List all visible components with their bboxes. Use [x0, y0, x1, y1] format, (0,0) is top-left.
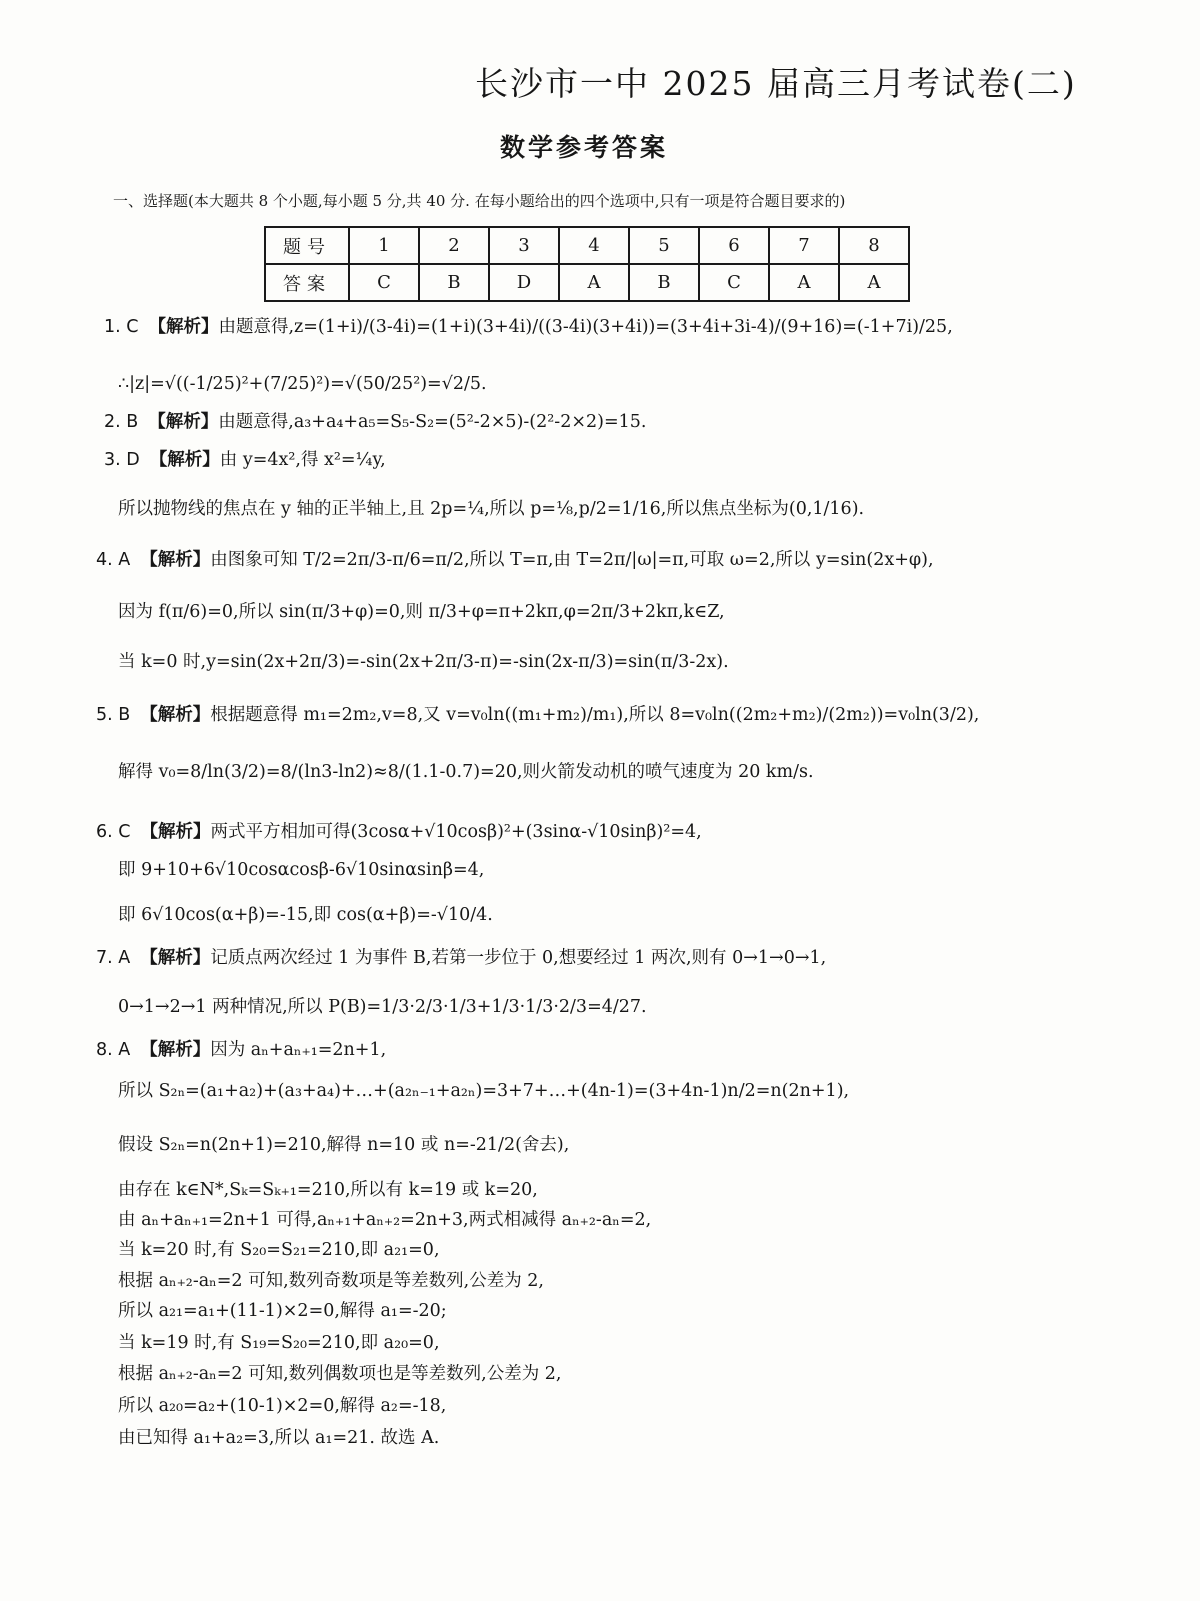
solution-3-line-1 — [104, 448, 386, 472]
answer-table — [264, 226, 910, 302]
solution-6-line-1 — [96, 820, 702, 844]
solution-8-line-6: 当 k=20 时,有 S₂₀=S₂₁=210,即 a₂₁=0, — [118, 1240, 440, 1260]
answer-row — [265, 264, 909, 301]
solution-text: 根据题意得 m₁=2m₂,v=8,又 v=v₀ln((m₁+m₂)/m₁),所以 8=v₀ln((2m₂+m₂)/(2m₂))=v₀ln(3/2), — [210, 705, 980, 725]
analysis-tag: 【解析】 — [140, 550, 211, 570]
analysis-tag: 【解析】 — [140, 705, 211, 725]
solution-6-line-2: 即 9+10+6√10cosαcosβ-6√10sinαsinβ=4, — [118, 860, 485, 880]
analysis-tag: 【解析】 — [149, 450, 220, 470]
analysis-tag: 【解析】 — [140, 1040, 211, 1060]
solution-5-line-2: 解得 v₀=8/ln(3/2)=8/(ln3-ln2)≈8/(1.1-0.7)=20,则火箭发动机的喷气速度为 20 km/s. — [118, 762, 814, 782]
solution-text: 由 y=4x²,得 x²=¼y, — [219, 450, 386, 470]
solution-2-line-1 — [104, 410, 646, 434]
solution-8-line-7: 根据 aₙ₊₂-aₙ=2 可知,数列奇数项是等差数列,公差为 2, — [118, 1271, 544, 1291]
answer-cell: A — [839, 264, 909, 301]
answer-cell: B — [419, 264, 489, 301]
solution-text: 由题意得,a₃+a₄+a₅=S₅-S₂=(5²-2×5)-(2²-2×2)=15. — [218, 412, 647, 432]
solution-1-line-2: ∴|z|=√((-1/25)²+(7/25)²)=√(50/25²)=√2/5. — [118, 374, 487, 394]
solution-3-line-2: 所以抛物线的焦点在 y 轴的正半轴上,且 2p=¼,所以 p=⅛,p/2=1/16,所以焦点坐标为(0,1/16). — [118, 499, 865, 519]
solution-5-line-1 — [96, 703, 979, 727]
question-number: 7 — [769, 227, 839, 264]
analysis-tag: 【解析】 — [140, 948, 211, 968]
answer-cell: C — [349, 264, 419, 301]
solution-number: 1. C — [104, 317, 139, 337]
solution-8-line-12: 由已知得 a₁+a₂=3,所以 a₁=21. 故选 A. — [118, 1428, 440, 1448]
solution-8-line-2: 所以 S₂ₙ=(a₁+a₂)+(a₃+a₄)+…+(a₂ₙ₋₁+a₂ₙ)=3+7+…+(4n-1)=(3+4n-1)n/2=n(2n+1), — [118, 1081, 850, 1101]
solution-1-line-1 — [104, 315, 953, 339]
question-number: 1 — [349, 227, 419, 264]
solution-8-line-8: 所以 a₂₁=a₁+(11-1)×2=0,解得 a₁=-20; — [118, 1301, 447, 1321]
solution-number: 2. B — [104, 412, 139, 432]
solution-text: 由题意得,z=(1+i)/(3-4i)=(1+i)(3+4i)/((3-4i)(3+4i))=(3+4i+3i-4)/(9+16)=(-1+7i)/25, — [218, 317, 953, 337]
answer-cell: D — [489, 264, 559, 301]
row-label-question: 题号 — [265, 227, 349, 264]
exam-title: 长沙市一中 2025 届高三月考试卷(二) — [475, 64, 1077, 103]
solution-8-line-3: 假设 S₂ₙ=n(2n+1)=210,解得 n=10 或 n=-21/2(舍去), — [118, 1135, 570, 1155]
answer-cell: A — [559, 264, 629, 301]
analysis-tag: 【解析】 — [140, 822, 211, 842]
page-subtitle: 数学参考答案 — [500, 133, 669, 162]
question-number: 4 — [559, 227, 629, 264]
solution-8-line-10: 根据 aₙ₊₂-aₙ=2 可知,数列偶数项也是等差数列,公差为 2, — [118, 1364, 562, 1384]
solution-text: 由图象可知 T/2=2π/3-π/6=π/2,所以 T=π,由 T=2π/|ω|=π,可取 ω=2,所以 y=sin(2x+φ), — [210, 550, 934, 570]
analysis-tag: 【解析】 — [148, 317, 219, 337]
solution-8-line-4: 由存在 k∈N*,Sₖ=Sₖ₊₁=210,所以有 k=19 或 k=20, — [118, 1180, 538, 1200]
answer-cell: C — [699, 264, 769, 301]
solution-4-line-3: 当 k=0 时,y=sin(2x+2π/3)=-sin(2x+2π/3-π)=-sin(2x-π/3)=sin(π/3-2x). — [118, 652, 729, 672]
analysis-tag: 【解析】 — [148, 412, 219, 432]
solution-number: 7. A — [96, 948, 131, 968]
question-number: 8 — [839, 227, 909, 264]
solution-7-line-1 — [96, 946, 826, 970]
solution-4-line-2: 因为 f(π/6)=0,所以 sin(π/3+φ)=0,则 π/3+φ=π+2kπ,φ=2π/3+2kπ,k∈Z, — [118, 602, 725, 622]
question-number: 2 — [419, 227, 489, 264]
solution-8-line-1 — [96, 1038, 386, 1062]
solution-8-line-9: 当 k=19 时,有 S₁₉=S₂₀=210,即 a₂₀=0, — [118, 1333, 440, 1353]
solution-text: 两式平方相加可得(3cosα+√10cosβ)²+(3sinα-√10sinβ)²=4, — [210, 822, 702, 842]
solution-8-line-11: 所以 a₂₀=a₂+(10-1)×2=0,解得 a₂=-18, — [118, 1396, 447, 1416]
solution-4-line-1 — [96, 548, 934, 572]
question-number-row — [265, 227, 909, 264]
solution-text: 记质点两次经过 1 为事件 B,若第一步位于 0,想要经过 1 两次,则有 0→1→0→1, — [210, 948, 827, 968]
solution-number: 3. D — [104, 450, 140, 470]
question-number: 3 — [489, 227, 559, 264]
solution-6-line-3: 即 6√10cos(α+β)=-15,即 cos(α+β)=-√10/4. — [118, 905, 493, 925]
solution-8-line-5: 由 aₙ+aₙ₊₁=2n+1 可得,aₙ₊₁+aₙ₊₂=2n+3,两式相减得 aₙ₊₂-aₙ=2, — [118, 1210, 652, 1230]
answer-cell: A — [769, 264, 839, 301]
solution-number: 6. C — [96, 822, 131, 842]
solution-number: 4. A — [96, 550, 131, 570]
solution-number: 5. B — [96, 705, 131, 725]
row-label-answer: 答案 — [265, 264, 349, 301]
answer-cell: B — [629, 264, 699, 301]
question-number: 5 — [629, 227, 699, 264]
question-number: 6 — [699, 227, 769, 264]
solution-text: 因为 aₙ+aₙ₊₁=2n+1, — [210, 1040, 387, 1060]
solution-number: 8. A — [96, 1040, 131, 1060]
solution-7-line-2: 0→1→2→1 两种情况,所以 P(B)=1/3·2/3·1/3+1/3·1/3·2/3=4/27. — [118, 997, 647, 1017]
section-heading: 一、选择题(本大题共 8 个小题,每小题 5 分,共 40 分. 在每小题给出的四个选项中,只有一项是符合题目要求的) — [113, 192, 846, 210]
